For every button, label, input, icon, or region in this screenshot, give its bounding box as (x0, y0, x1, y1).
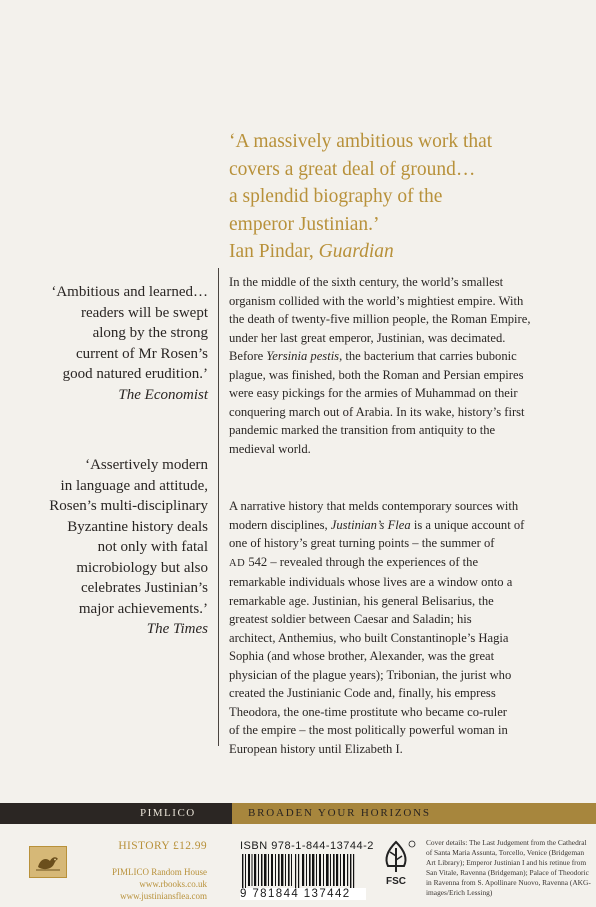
blurb-line: A narrative history that melds contemporary sources with (229, 499, 519, 513)
barcode-bars (240, 854, 362, 890)
band-dark-section (0, 803, 232, 824)
blurb-line: Sophia (and whose brother, Alexander, was the great (229, 649, 495, 663)
quote-source: The Economist (118, 386, 208, 403)
quote-line: emperor Justinian.’ (229, 213, 380, 235)
publisher-name: PIMLICO (140, 807, 196, 819)
quote-source: Guardian (318, 241, 394, 262)
quote-line: good natured erudition.’ (62, 366, 208, 382)
blurb-line: remarkable individuals whose lives are a window onto a (229, 575, 513, 589)
blurb-paragraph (229, 273, 581, 458)
quote-line: current of Mr Rosen’s (75, 345, 208, 362)
blurb-line: medieval world. (229, 441, 311, 456)
blurb-text: Before (229, 349, 267, 363)
blurb-text: 542 – revealed through the experiences of the (245, 554, 479, 569)
quote-line: along by the strong (92, 325, 208, 341)
side-review-quote (12, 455, 208, 640)
blurb-line: Theodora, the one-time prostitute who became co-ruler (229, 704, 508, 719)
cover-details-credits: Cover details: The Last Judgement from the Cathedral of Santa Maria Assunta, Torcello, Venice (Bridgeman Art Library); Emperor Justinian I and his retinue from San Vitale, Ravenna (Bridgeman); Palace of Theodoric in Ravenna from S. Apollinare Nuovo, Ravenna (AKG-images/Erich Lessing) (426, 838, 591, 897)
blurb-line: the death of twenty-five million people, the Roman Empire, (229, 312, 531, 326)
side-review-quote (12, 282, 208, 405)
quote-line: in language and attitude, (60, 477, 208, 494)
blurb-line: plague, was finished, both the Roman and Persian empires (229, 367, 524, 382)
publisher-info (92, 866, 207, 902)
blurb-italic: Yersinia pestis (266, 349, 340, 363)
blurb-italic: Justinian’s Flea (330, 517, 411, 532)
blurb-line: architect, Anthemius, who built Constantinople’s Hagia (229, 630, 509, 645)
barcode-number: 9 781844 137442 (240, 888, 366, 900)
column-divider (218, 268, 219, 746)
publisher-band (0, 803, 596, 824)
blurb-line: created the Justinianic Code and, finally, his empress (229, 686, 496, 700)
blurb-line: physician of the plague years); Tribonian, the jurist who (229, 667, 512, 682)
quote-line: not only with fatal (97, 539, 208, 555)
quote-attribution (229, 238, 559, 266)
blurb-line: one of history’s great turning points – the summer of (229, 536, 495, 550)
quote-line: ‘A massively ambitious work that (229, 131, 493, 152)
quote-line: a splendid biography of the (229, 186, 443, 207)
blurb-text: , the bacterium that carries bubonic (339, 349, 517, 363)
blurb-text: modern disciplines, (229, 517, 331, 532)
blurb-line: under her last great emperor, Justinian, was decimated. (229, 330, 506, 345)
quote-line: major achievements.’ (78, 600, 208, 617)
quote-source: The Times (146, 621, 208, 637)
blurb-line: pandemic marked the transition from antiquity to the (229, 423, 496, 437)
quote-line: celebrates Justinian’s (80, 580, 208, 596)
quote-line: ‘Assertively modern (85, 457, 208, 473)
bird-icon (30, 847, 66, 877)
blurb-paragraph (229, 497, 581, 758)
pimlico-logo (29, 846, 67, 878)
quote-line: Byzantine history deals (67, 518, 208, 535)
website-line: www.rbooks.co.uk (139, 879, 207, 889)
fsc-label: FSC (386, 876, 406, 887)
quote-line: covers a great deal of ground… (229, 158, 476, 180)
quote-line: readers will be swept (80, 304, 208, 321)
series-tagline: BROADEN YOUR HORIZONS (248, 807, 431, 819)
blurb-line: of the empire – the most politically powerful woman in (229, 723, 508, 737)
quote-line: ‘Ambitious and learned… (51, 284, 208, 300)
website-line: www.justiniansflea.com (120, 891, 207, 901)
price-label: HISTORY £12.99 (118, 840, 207, 852)
barcode (240, 854, 362, 898)
blurb-smallcaps: AD (229, 557, 246, 569)
blurb-line (229, 347, 581, 366)
blurb-line: conquering march out of Arabia. In its wake, history’s first (229, 404, 525, 419)
blurb-line: were easy pickings for the armies of Muhammad on their (229, 386, 518, 400)
publisher-line: PIMLICO Random House (112, 867, 207, 877)
blurb-line (229, 553, 581, 574)
blurb-line: greatest soldier between Caesar and Saladin; his (229, 612, 472, 626)
blurb-line: organism collided with the world’s mightiest empire. With (229, 293, 524, 308)
quote-author: Ian Pindar, (229, 241, 319, 262)
isbn-text: ISBN 978-1-844-13744-2 (240, 840, 374, 852)
quote-line: microbiology but also (76, 559, 208, 576)
quote-line: Rosen’s multi-disciplinary (49, 498, 208, 514)
main-review-quote (229, 128, 559, 266)
band-gold-section (232, 803, 596, 824)
blurb-line (229, 516, 581, 535)
blurb-text: is a unique account of (410, 517, 525, 532)
blurb-line: European history until Elizabeth I. (229, 741, 403, 756)
blurb-line: In the middle of the sixth century, the world’s smallest (229, 275, 504, 289)
blurb-line: remarkable age. Justinian, his general Belisarius, the (229, 593, 494, 608)
